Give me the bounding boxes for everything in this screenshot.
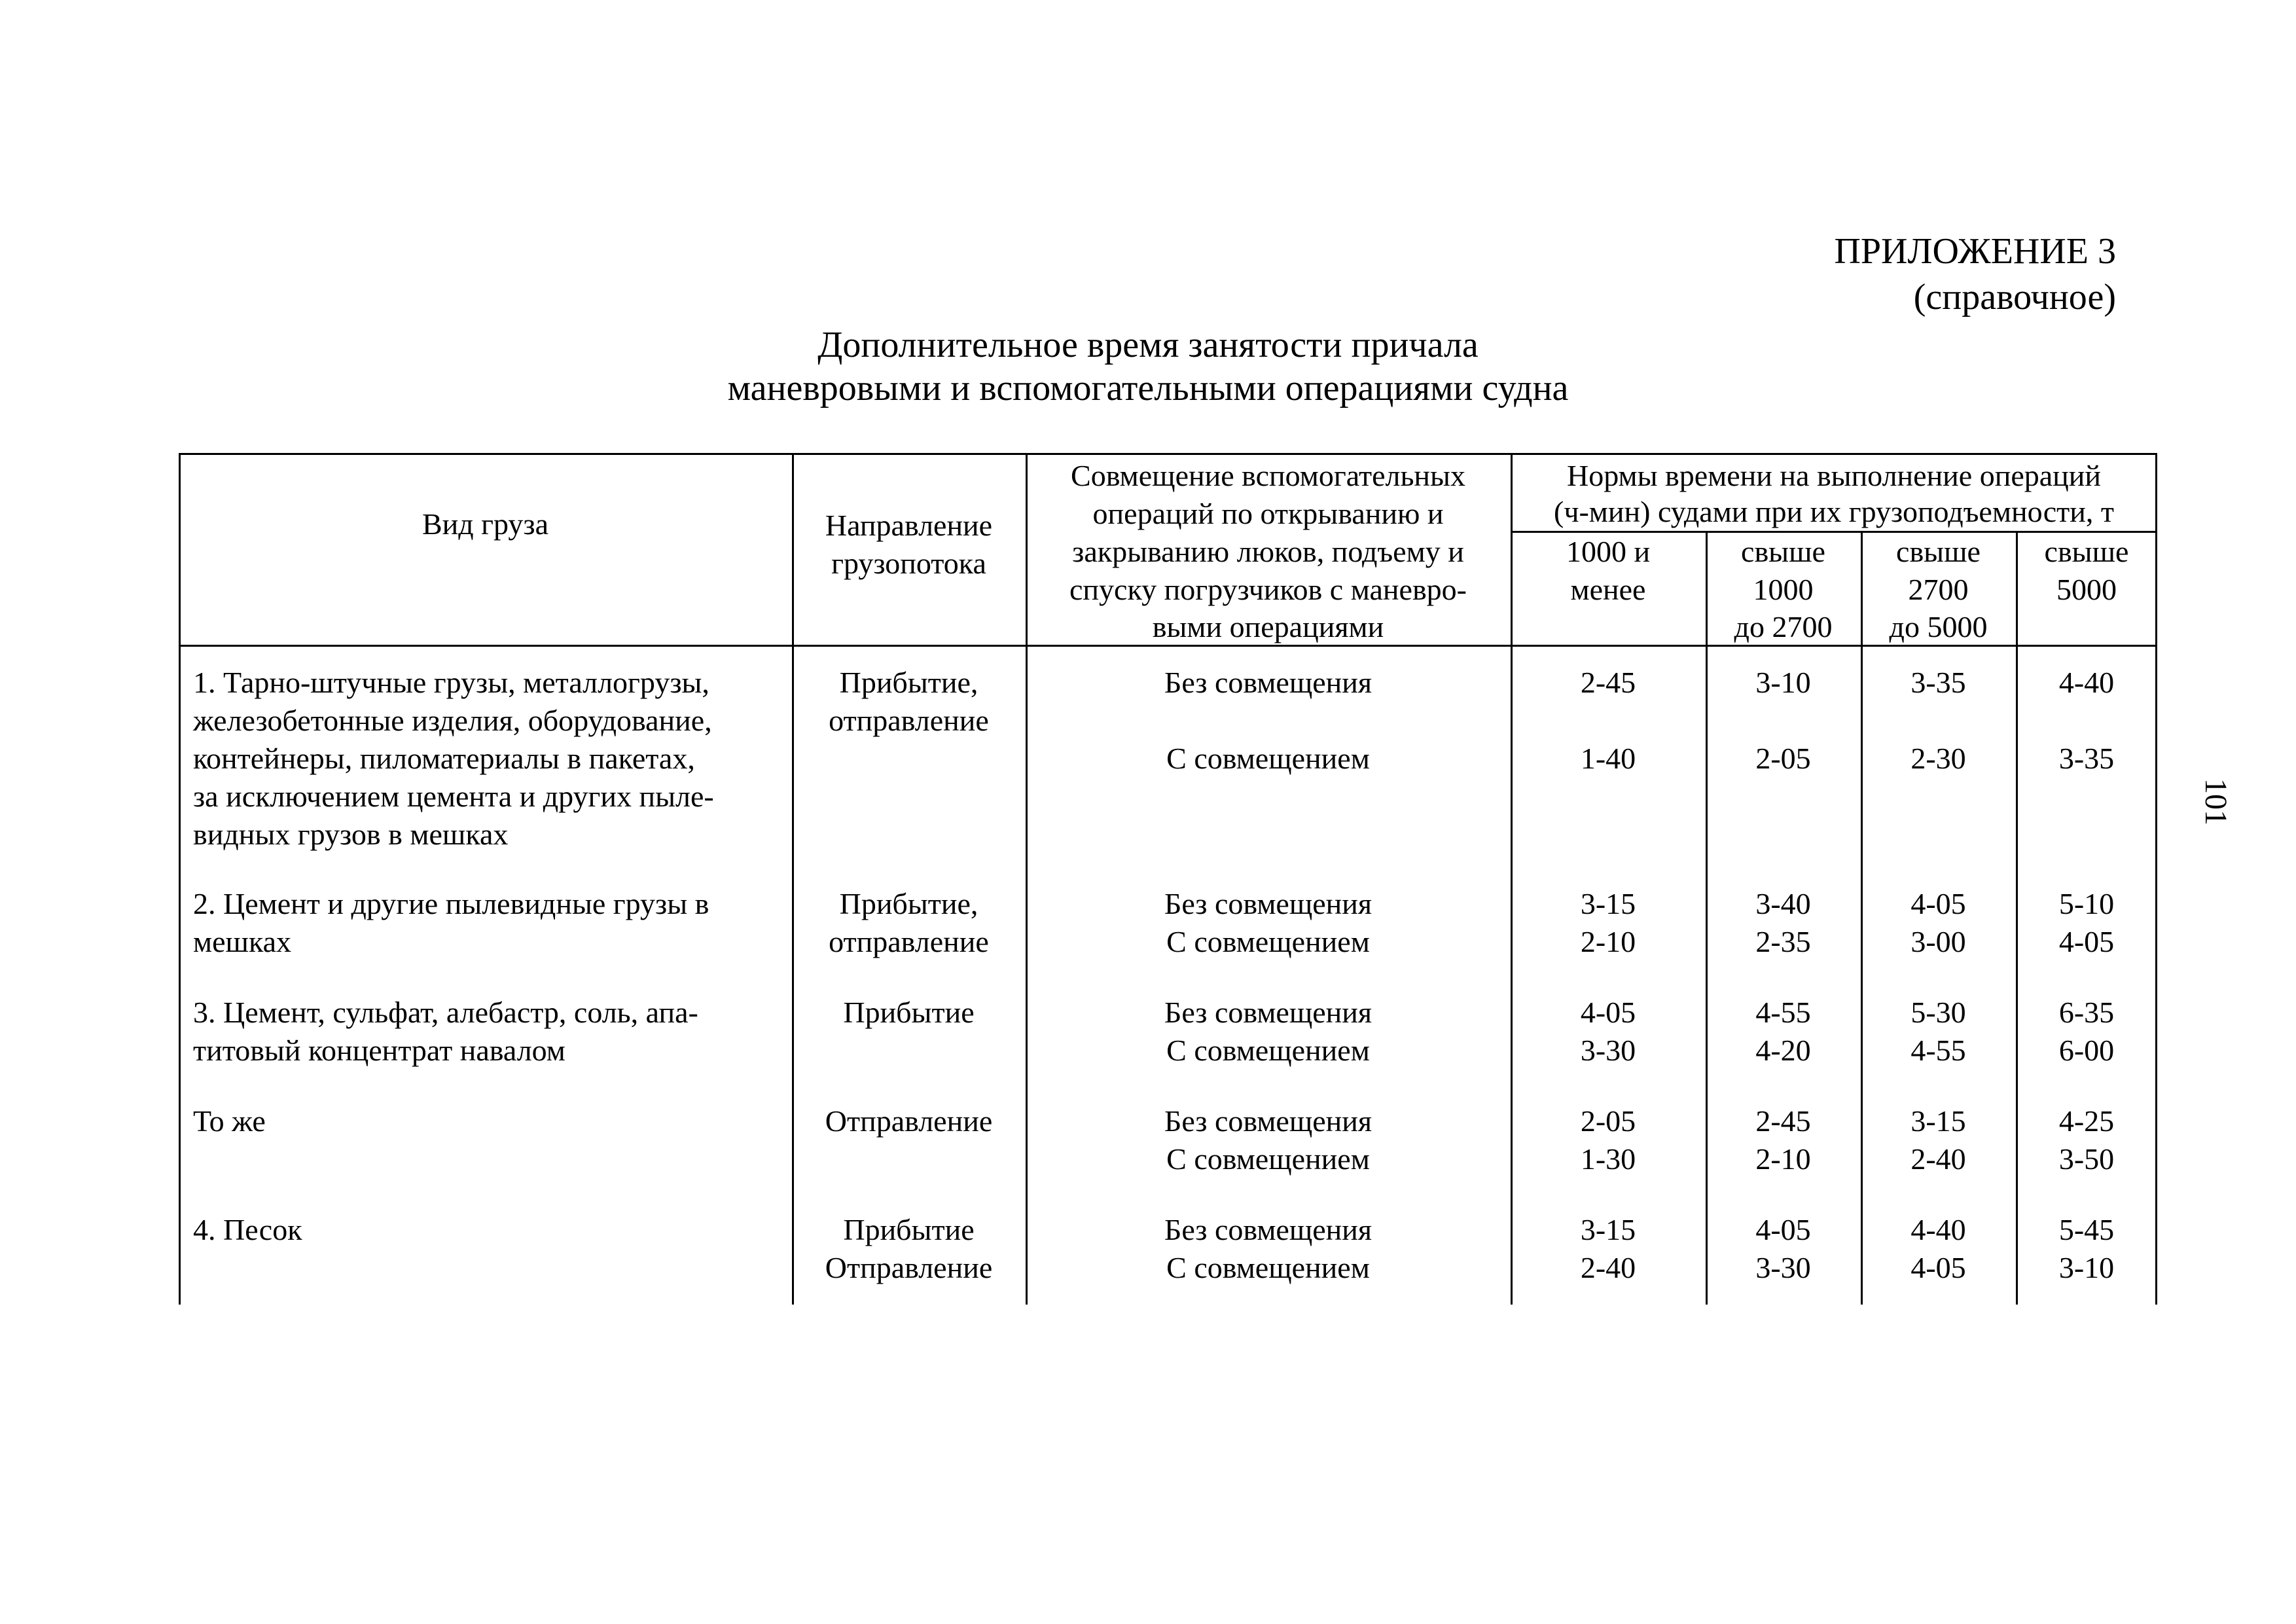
header-capacity-line: свыше <box>2044 535 2129 568</box>
time-norm-value: 3-10 <box>2058 1251 2115 1284</box>
cargo-type-line: железобетонные изделия, оборудование, <box>193 704 712 737</box>
page-number: 101 <box>2198 778 2233 825</box>
time-norm-value: 2-45 <box>1755 1104 1811 1138</box>
header-direction-line: грузопотока <box>831 547 986 580</box>
table-left-border <box>179 453 181 1305</box>
header-combination-line: Совмещение вспомогательных <box>1071 459 1465 492</box>
document-title-line-1: Дополнительное время занятости причала <box>817 325 1479 365</box>
combination-mode: Без совмещения <box>1164 996 1372 1029</box>
cargo-type-line: контейнеры, пиломатериалы в пакетах, <box>193 742 695 775</box>
time-norm-value: 2-10 <box>1755 1142 1811 1176</box>
time-norm-value: 4-40 <box>2058 666 2115 699</box>
time-norm-value: 2-05 <box>1755 742 1811 775</box>
header-capacity-line: 1000 <box>1753 573 1814 606</box>
time-norm-value: 2-35 <box>1755 925 1811 958</box>
time-norm-value: 4-40 <box>1910 1213 1966 1246</box>
appendix-label: ПРИЛОЖЕНИЕ 3 <box>1834 231 2116 272</box>
time-norm-value: 3-40 <box>1755 887 1811 920</box>
time-norm-value: 4-25 <box>2058 1104 2115 1138</box>
combination-mode: Без совмещения <box>1164 1213 1372 1246</box>
combination-mode: Без совмещения <box>1164 666 1372 699</box>
cargo-type-line: 1. Тарно-штучные грузы, металлогрузы, <box>193 666 709 699</box>
direction-line: Отправление <box>825 1251 993 1284</box>
time-norm-value: 4-05 <box>1910 887 1966 920</box>
table-top-border <box>179 453 2157 455</box>
direction-line: отправление <box>829 925 989 958</box>
time-norm-value: 3-10 <box>1755 666 1811 699</box>
combination-mode: С совмещением <box>1166 1034 1370 1067</box>
time-norm-value: 3-50 <box>2058 1142 2115 1176</box>
time-norm-value: 2-30 <box>1910 742 1966 775</box>
cargo-type-line: То же <box>193 1104 266 1138</box>
header-norms-line: (ч-мин) судами при их грузоподъемности, т <box>1554 495 2114 528</box>
document-title-line-2: маневровыми и вспомогательными операциями судна <box>727 368 1569 408</box>
time-norm-value: 1-30 <box>1580 1142 1636 1176</box>
time-norm-value: 6-35 <box>2058 996 2115 1029</box>
time-norm-value: 5-30 <box>1910 996 1966 1029</box>
header-combination-line: спуску погрузчиков с маневро- <box>1069 573 1467 606</box>
header-capacity-line: менее <box>1570 573 1646 606</box>
combination-mode: С совмещением <box>1166 1251 1370 1284</box>
time-norm-value: 5-45 <box>2058 1213 2115 1246</box>
combination-mode: С совмещением <box>1166 925 1370 958</box>
header-capacity-line: 5000 <box>2056 573 2117 606</box>
combination-mode: Без совмещения <box>1164 887 1372 920</box>
direction-line: Прибытие, <box>839 666 978 699</box>
time-norm-value: 3-15 <box>1580 887 1636 920</box>
time-norm-value: 2-45 <box>1580 666 1636 699</box>
time-norm-value: 3-00 <box>1910 925 1966 958</box>
direction-line: Прибытие <box>843 996 975 1029</box>
time-norms-table <box>179 453 2157 1305</box>
cargo-type-line: видных грузов в мешках <box>193 818 509 851</box>
time-norm-value: 2-40 <box>1580 1251 1636 1284</box>
time-norm-value: 2-40 <box>1910 1142 1966 1176</box>
header-capacity-line: до 5000 <box>1889 610 1988 643</box>
time-norm-value: 3-15 <box>1580 1213 1636 1246</box>
time-norm-value: 5-10 <box>2058 887 2115 920</box>
time-norm-value: 4-20 <box>1755 1034 1811 1067</box>
combination-mode: С совмещением <box>1166 1142 1370 1176</box>
time-norm-value: 2-10 <box>1580 925 1636 958</box>
cargo-type-line: 4. Песок <box>193 1213 302 1246</box>
time-norm-value: 4-05 <box>2058 925 2115 958</box>
cargo-type-line: за исключением цемента и других пыле- <box>193 780 714 813</box>
header-norms-line: Нормы времени на выполнение операций <box>1566 459 2102 492</box>
header-capacity-line: 1000 и <box>1566 535 1651 568</box>
header-capacity-line: свыше <box>1896 535 1981 568</box>
time-norm-value: 2-05 <box>1580 1104 1636 1138</box>
time-norm-value: 3-35 <box>1910 666 1966 699</box>
time-norm-value: 3-30 <box>1580 1034 1636 1067</box>
time-norm-value: 1-40 <box>1580 742 1636 775</box>
header-cargo-type: Вид груза <box>422 507 549 541</box>
header-combination-line: операций по открыванию и <box>1092 497 1444 530</box>
cargo-type-line: титовый концентрат навалом <box>193 1034 565 1067</box>
header-capacity-line: до 2700 <box>1734 610 1833 643</box>
header-capacity-line: 2700 <box>1908 573 1969 606</box>
direction-line: Прибытие, <box>839 887 978 920</box>
time-norm-value: 4-55 <box>1910 1034 1966 1067</box>
cargo-type-line: 3. Цемент, сульфат, алебастр, соль, апа- <box>193 996 698 1029</box>
appendix-type: (справочное) <box>1913 277 2116 317</box>
cargo-type-line: мешках <box>193 925 292 958</box>
time-norm-value: 3-15 <box>1910 1104 1966 1138</box>
time-norm-value: 4-55 <box>1755 996 1811 1029</box>
time-norm-value: 4-05 <box>1755 1213 1811 1246</box>
time-norm-value: 4-05 <box>1580 996 1636 1029</box>
direction-line: отправление <box>829 704 989 737</box>
time-norm-value: 3-30 <box>1755 1251 1811 1284</box>
header-direction-line: Направление <box>825 509 993 542</box>
time-norm-value: 4-05 <box>1910 1251 1966 1284</box>
time-norm-value: 3-35 <box>2058 742 2115 775</box>
combination-mode: Без совмещения <box>1164 1104 1372 1138</box>
direction-line: Отправление <box>825 1104 993 1138</box>
header-combination-line: закрыванию люков, подъему и <box>1072 535 1464 568</box>
combination-mode: С совмещением <box>1166 742 1370 775</box>
header-capacity-line: свыше <box>1741 535 1825 568</box>
header-combination-line: выми операциями <box>1152 610 1384 643</box>
cargo-type-line: 2. Цемент и другие пылевидные грузы в <box>193 887 709 920</box>
time-norm-value: 6-00 <box>2058 1034 2115 1067</box>
direction-line: Прибытие <box>843 1213 975 1246</box>
